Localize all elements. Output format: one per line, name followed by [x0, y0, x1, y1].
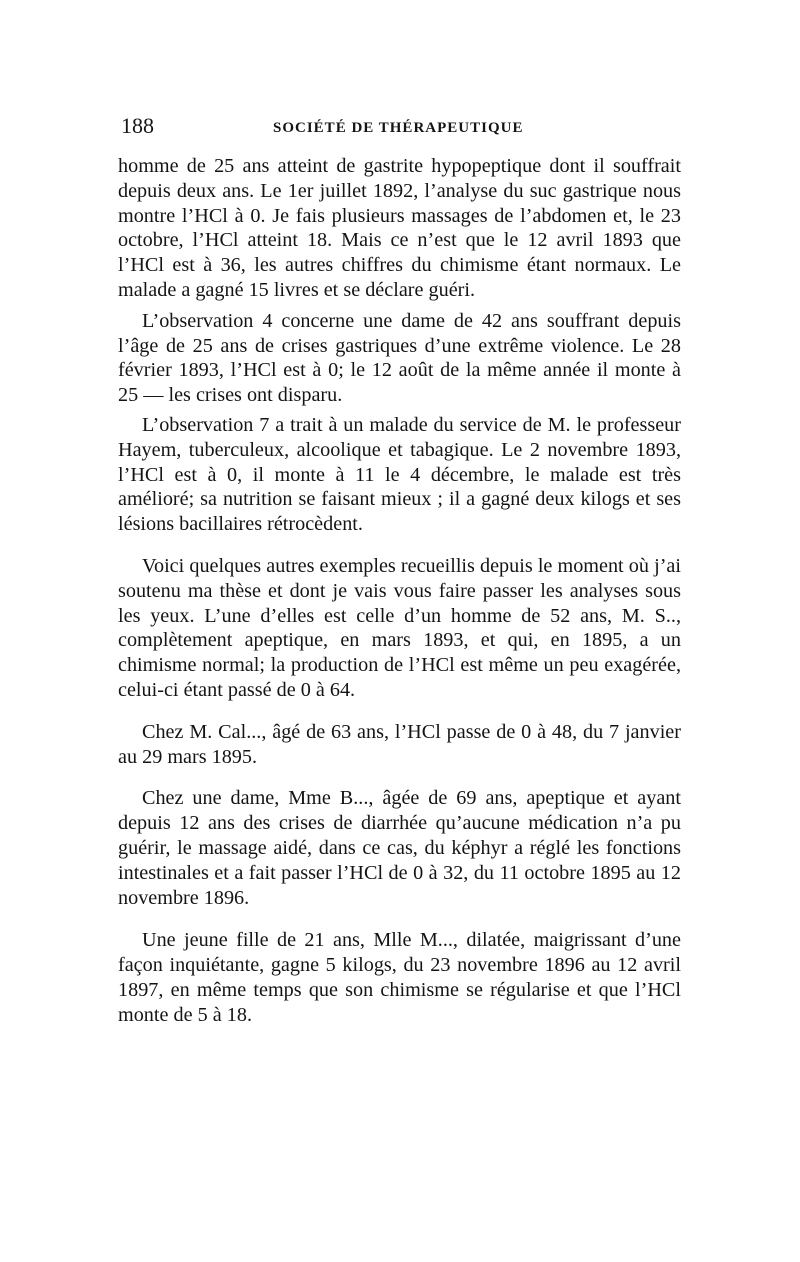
paragraph-5: Chez M. Cal..., âgé de 63 ans, l’HCl passe de 0 à 48, du 7 janvier au 29 mars 1895.: [118, 720, 681, 768]
paragraph-2: L’observation 4 concerne une dame de 42 ans souffrant depuis l’âge de 25 ans de crises gastriques d’une extrême violence. Le 28 février 1893, l’HCl est à 0; le 12 août de la même année il monte à 25 — les crises ont disparu.: [118, 309, 681, 407]
page-header: [121, 110, 681, 142]
paragraph-1: homme de 25 ans atteint de gastrite hypopeptique dont il souffrait depuis deux ans. Le 1er juillet 1892, l’analyse du suc gastrique nous montre l’HCl à 0. Je fais plusieurs massages de l’abdomen et, le 23 octobre, l’HCl atteint 18. Mais ce n’est que le 12 avril 1893 que l’HCl est à 36, les autres chiffres du chimisme étant normaux. Le malade a gagné 15 livres et se déclare guéri.: [118, 155, 681, 301]
paragraph-6: Chez une dame, Mme B..., âgée de 69 ans, apeptique et ayant depuis 12 ans des crises de diarrhée qu’aucune médication n’a pu guérir, le massage aidé, dans ce cas, du képhyr a réglé les fonctions intestinales et a fait passer l’HCl de 0 à 32, du 11 octobre 1895 au 12 novembre 1896.: [118, 787, 681, 909]
running-head: SOCIÉTÉ DE THÉRAPEUTIQUE: [273, 120, 524, 136]
body-text: [118, 154, 681, 1028]
page-number: 188: [121, 113, 154, 138]
paragraph-7: Une jeune fille de 21 ans, Mlle M..., dilatée, maigrissant d’une façon inquiétante, gagne 5 kilogs, du 23 novembre 1896 au 12 avril 1897, en même temps que son chimisme se régularise et que l’HCl monte de 5 à 18.: [118, 929, 681, 1026]
paragraph-4: Voici quelques autres exemples recueillis depuis le moment où j’ai soutenu ma thèse et dont je vais vous faire passer les analyses sous les yeux. L’une d’elles est celle d’un homme de 52 ans, M. S.., complètement apeptique, en mars 1893, et qui, en 1895, a un chimisme normal; la production de l’HCl est même un peu exagérée, celui-ci étant passé de 0 à 64.: [118, 554, 681, 701]
paragraph-3: L’observation 7 a trait à un malade du service de M. le professeur Hayem, tuberculeux, alcoolique et tabagique. Le 2 novembre 1893, l’HCl est à 0, il monte à 11 le 4 décembre, le malade est très amélioré; sa nutrition se faisant mieux ; il a gagné deux kilogs et ses lésions bacillaires rétrocèdent.: [118, 413, 681, 536]
